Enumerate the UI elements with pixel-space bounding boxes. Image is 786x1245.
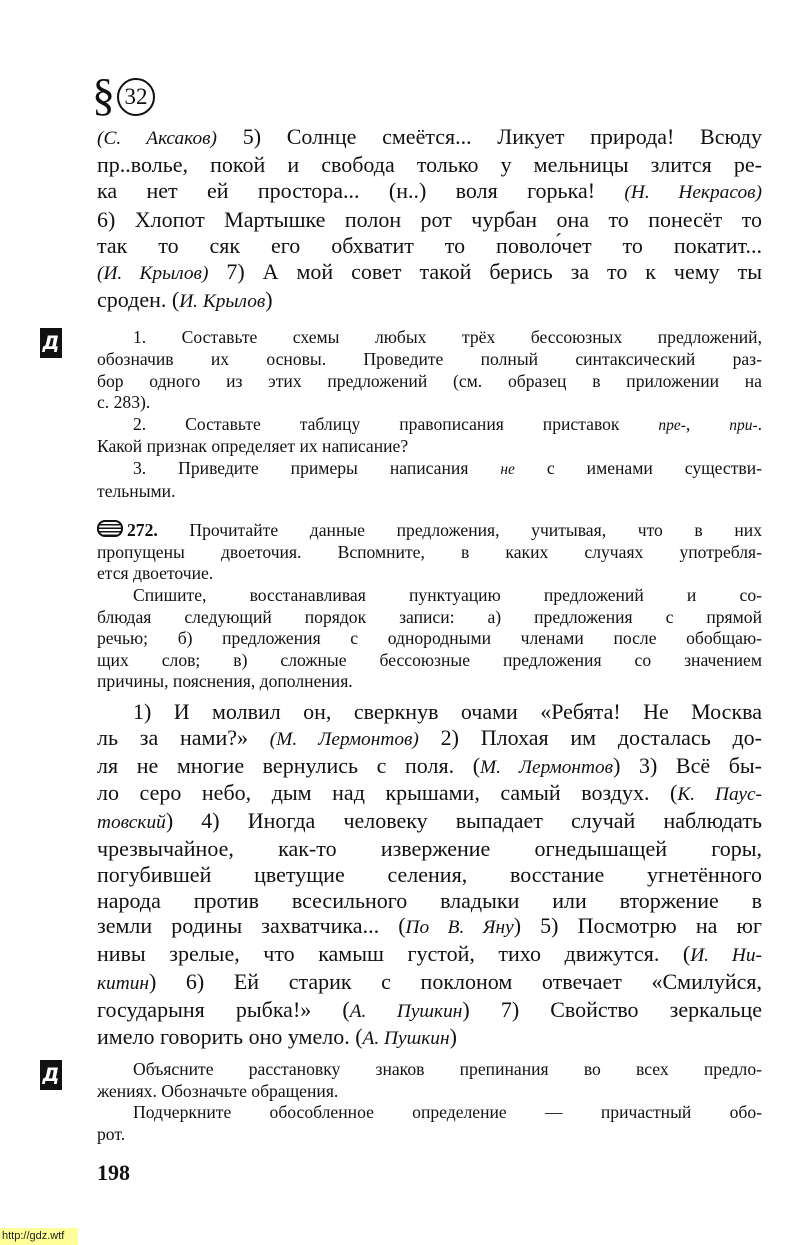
exercise-272 (97, 520, 762, 693)
text-line (97, 628, 762, 650)
citation-text: А. Пушкин (349, 1000, 463, 1022)
text-line (97, 1124, 762, 1146)
text-line (97, 414, 762, 437)
citation-text: По В. Яну (405, 917, 514, 939)
text-segment: Прочитайте данные предложения, учитывая, что в них (157, 520, 762, 541)
text-segment: пропущены двоеточия. Вспомните, в каких случаях употребля- (97, 541, 762, 562)
text-line (97, 699, 762, 725)
text-line (97, 563, 762, 585)
text-segment: с именами существи- (514, 457, 762, 478)
text-segment: ) 5) Посмотрю на юг (513, 913, 762, 939)
text-line (97, 233, 762, 259)
citation-text: И. Ни- (690, 945, 762, 967)
page-number: 198 (97, 1159, 130, 1185)
text-line (97, 520, 762, 542)
text-line (97, 997, 762, 1025)
text-line (97, 458, 762, 481)
text-segment: речью; б) предложения с однородными членами после обобщаю- (97, 628, 762, 649)
exercise-number: 272. (127, 520, 158, 541)
text-segment: блюдая следующий порядок записи: а) предложения с прямой (97, 606, 762, 627)
citation-text: И. Крылов (179, 291, 266, 313)
text-line (97, 1059, 762, 1081)
text-line (97, 888, 762, 914)
text-segment: ля не многие вернулись с поля. ( (97, 752, 481, 778)
text-line (97, 349, 762, 371)
text-segment: обозначив их основы. Проведите полный синтаксический раз- (97, 349, 762, 370)
text-line (97, 436, 762, 458)
text-segment: так то сяк его обхватит то поволо́чет то покатит... (97, 232, 762, 258)
text-segment: нивы зрелые, что камыш густой, тихо движутся. ( (97, 941, 691, 967)
text-line (97, 808, 762, 836)
text-segment: чрезвычайное, как-то извержение огнедышащей горы, (97, 835, 762, 861)
text-segment: погубившей цветущие селения, восстание угнетённого (97, 861, 762, 887)
text-line (97, 287, 762, 315)
citation-text: (С. Аксаков) (97, 128, 218, 149)
citation-text: (М. Лермонтов) (269, 728, 419, 750)
text-segment: ) 4) Иногда человеку выпадает случай наблюдать (165, 808, 762, 834)
text-segment: имело говорить оно умело. ( (97, 1024, 363, 1050)
citation-text: не (500, 460, 515, 478)
text-line (97, 650, 762, 672)
text-segment: , (685, 413, 730, 434)
citation-text: товский (97, 812, 166, 834)
text-line (97, 753, 762, 781)
text-segment: 7) А мой совет такой берись за то к чему ты (208, 259, 762, 285)
text-segment: тельными. (97, 480, 176, 501)
citation-text: К. Паус- (677, 784, 762, 806)
text-segment: ль за нами?» (97, 724, 270, 750)
section-sign: § (92, 69, 115, 120)
text-line (97, 259, 762, 287)
text-segment: жениях. Обозначьте обращения. (97, 1080, 339, 1101)
text-line (97, 371, 762, 393)
text-line (97, 969, 762, 997)
text-segment: сроден. ( (97, 287, 180, 313)
citation-text: при- (729, 416, 758, 434)
citation-text: китин (97, 972, 149, 994)
section-number: 32 (117, 78, 155, 116)
text-segment: причины, пояснения, дополнения. (97, 671, 353, 692)
text-segment: 3. Приведите примеры написания (133, 457, 501, 478)
text-segment: ) 3) Всё бы- (613, 752, 763, 778)
citation-text: М. Лермонтов (480, 756, 614, 778)
text-segment: государыня рыбка!» ( (97, 996, 350, 1022)
exercise-sentences (97, 699, 762, 1052)
text-segment: . (757, 413, 762, 434)
text-segment: щих слов; в) сложные бессоюзные предложения со значением (97, 649, 762, 670)
text-segment: ) (265, 287, 273, 313)
text-line (97, 207, 762, 233)
text-line (97, 862, 762, 888)
text-line (97, 392, 762, 414)
citation-text: пре- (658, 416, 686, 434)
text-segment: 5) Солнце смеётся... Ликует природа! Всюду (217, 124, 762, 149)
text-segment: рот. (97, 1124, 126, 1145)
text-segment: Спишите, восстанавливая пунктуацию предложений и со- (133, 584, 762, 605)
text-segment: ) 6) Ей старик с поклоном отвечает «Смилуйся, (149, 968, 762, 994)
write-exercise-icon (97, 520, 123, 537)
text-segment: 1) И молвил он, сверкнув очами «Ребята! Не Москва (133, 698, 762, 724)
text-line (97, 725, 762, 753)
task-letter-icon: Д (40, 1060, 62, 1090)
text-segment: с. 283). (97, 392, 151, 413)
text-segment: Какой признак определяет их написание? (97, 436, 409, 457)
page-column (42, 124, 763, 1186)
text-segment: народа против всесильного владыки или вторжение в (97, 887, 762, 913)
text-segment: Объясните расстановку знаков препинания во всех предло- (133, 1059, 762, 1080)
text-segment: 6) Хлопот Мартышке полон рот чурбан она то понесёт то (97, 206, 762, 232)
text-segment: ка нет ей простора... (н..) воля горька! (97, 178, 625, 204)
text-line (97, 585, 762, 607)
text-segment: 1. Составьте схемы любых трёх бессоюзных предложений, (133, 327, 762, 348)
text-line (97, 481, 762, 503)
text-line (97, 836, 762, 862)
text-segment: ) 7) Свойство зеркальце (462, 996, 762, 1022)
task-letter-icon: Д (40, 328, 62, 358)
text-line (97, 327, 762, 349)
text-segment: пр..волье, покой и свобода только у мельницы злится ре- (97, 152, 762, 178)
text-line (97, 152, 762, 178)
text-line (97, 671, 762, 693)
section-heading (92, 70, 155, 120)
text-line (97, 124, 762, 152)
text-line (97, 1024, 762, 1052)
text-segment: 2) Плохая им досталась до- (418, 724, 763, 750)
text-segment: ) (449, 1024, 457, 1050)
text-line (97, 607, 762, 629)
citation-text: (Н. Некрасов) (624, 182, 762, 204)
watermark-link[interactable]: http://gdz.wtf (0, 1228, 78, 1245)
text-line (97, 1102, 762, 1124)
text-line (97, 941, 762, 969)
text-segment: ло серо небо, дым над крышами, самый воздух. ( (97, 780, 678, 806)
text-segment: Подчеркните обособленное определение — причастный обо- (133, 1102, 762, 1123)
text-segment: земли родины захватчика... ( (97, 913, 406, 939)
text-segment: 2. Составьте таблицу правописания приставок (133, 413, 659, 434)
text-segment: ется двоеточие. (97, 563, 214, 584)
text-segment: бор одного из этих предложений (см. образец в приложении на (97, 370, 762, 391)
task-questions (42, 327, 762, 502)
text-line (97, 913, 762, 941)
citation-text: (И. Крылов) (97, 263, 209, 285)
text-line (97, 542, 762, 564)
task-instructions (42, 1059, 762, 1145)
text-line (97, 1081, 762, 1103)
text-line (97, 178, 762, 206)
top-text (97, 124, 762, 315)
citation-text: А. Пушкин (362, 1028, 450, 1050)
text-line (97, 780, 762, 808)
